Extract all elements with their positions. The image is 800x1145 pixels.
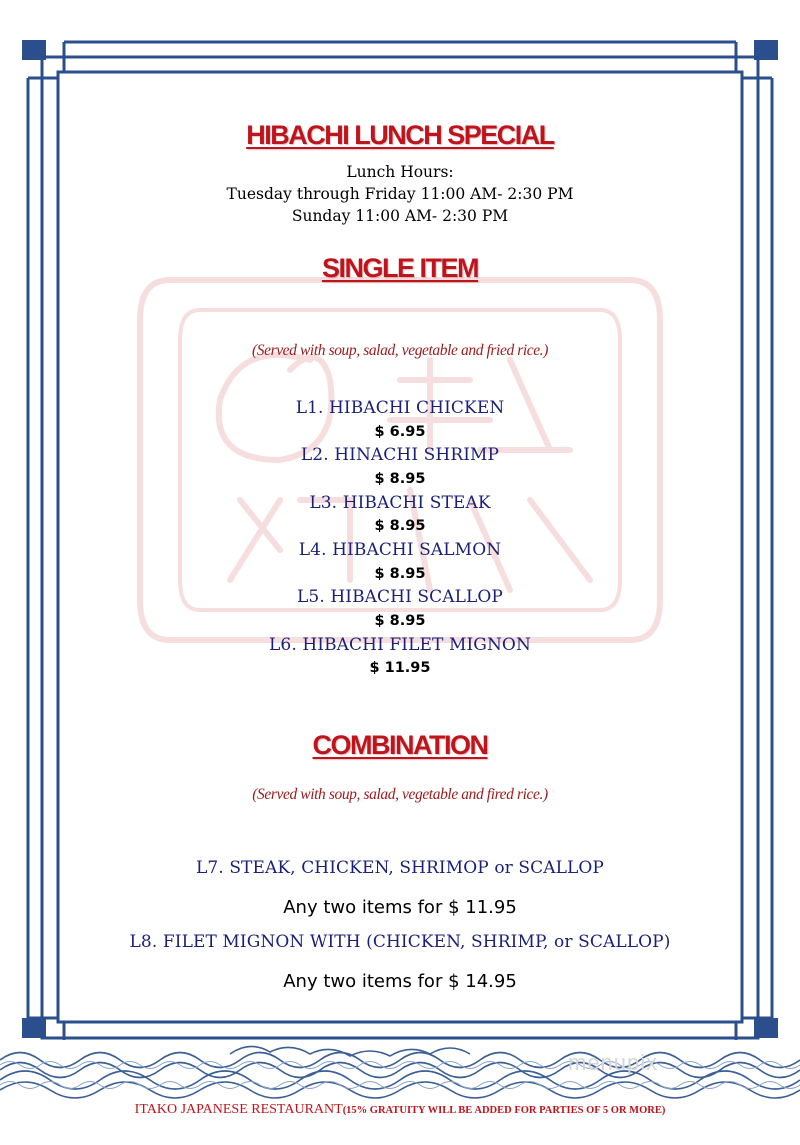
page-title: HIBACHI LUNCH SPECIAL <box>246 120 554 150</box>
menu-item-price: $ 8.95 <box>374 518 426 534</box>
combination-heading: COMBINATION <box>312 730 488 760</box>
menu-item-price: $ 8.95 <box>374 613 426 629</box>
menu-item-price: $ 8.95 <box>374 566 426 582</box>
combo-item-name: L7. STEAK, CHICKEN, SHRIMOP or SCALLOP <box>196 858 604 878</box>
menu-item-name: L4. HIBACHI SALMON <box>298 540 502 560</box>
single-item-heading: SINGLE ITEM <box>321 253 478 283</box>
gratuity-note: (15% GRATUITY WILL BE ADDED FOR PARTIES OF 5 OR MORE) <box>342 1105 666 1116</box>
lunch-hours-weekday: Tuesday through Friday 11:00 AM- 2:30 PM <box>226 185 574 203</box>
menu-item-price: $ 6.95 <box>374 424 426 440</box>
wave-decoration-icon <box>0 1040 800 1102</box>
combo-item-price: Any two items for $ 11.95 <box>283 897 517 918</box>
menu-item-name: L1. HIBACHI CHICKEN <box>295 398 505 418</box>
menu-item-name: L5. HIBACHI SCALLOP <box>297 587 503 607</box>
combination-note: (Served with soup, salad, vegetable and fired rice.) <box>252 786 548 803</box>
menu-item-name: L2. HINACHI SHRIMP <box>300 445 500 465</box>
lunch-hours-sunday: Sunday 11:00 AM- 2:30 PM <box>291 207 509 225</box>
menu-item-name: L3. HIBACHI STEAK <box>309 493 491 513</box>
menupix-watermark-logo: menupix <box>568 1050 659 1075</box>
single-item-note: (Served with soup, salad, vegetable and fried rice.) <box>251 342 549 359</box>
menu-item-price: $ 8.95 <box>374 471 426 487</box>
menu-item-name: L6. HIBACHI FILET MIGNON <box>269 635 531 655</box>
lunch-hours-label: Lunch Hours: <box>346 163 454 181</box>
menu-item-price: $ 11.95 <box>369 660 431 676</box>
combo-item-price: Any two items for $ 14.95 <box>283 971 517 992</box>
combo-item-name: L8. FILET MIGNON WITH (CHICKEN, SHRIMP, or SCALLOP) <box>129 932 671 952</box>
restaurant-name: ITAKO JAPANESE RESTAURANT <box>134 1102 343 1117</box>
footer <box>0 1102 800 1118</box>
